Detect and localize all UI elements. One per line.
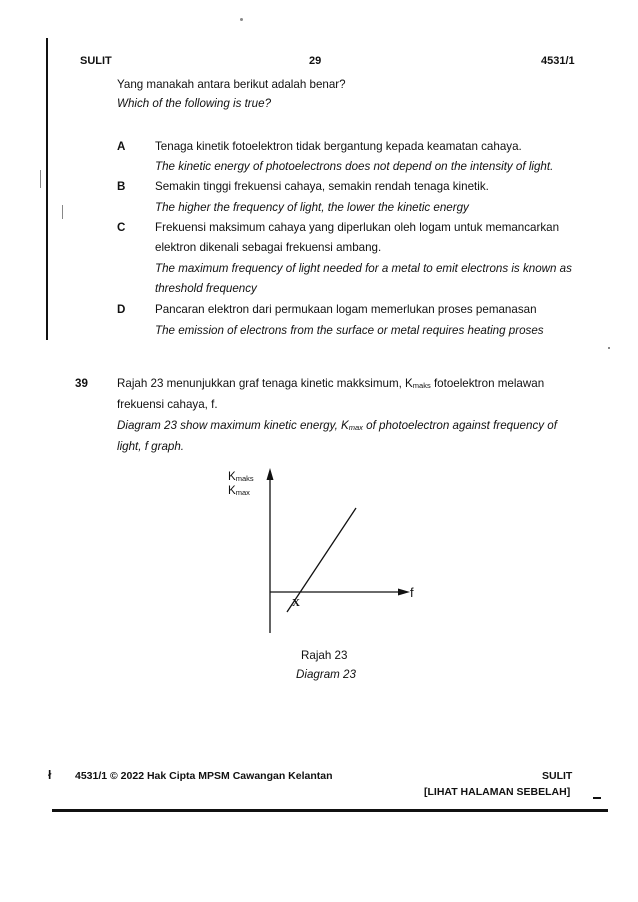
footer-rule [52,809,608,812]
option-c-english-1: The maximum frequency of light needed for a metal to emit electrons is known as [155,262,572,275]
x-axis-label: f [410,585,414,600]
option-d-malay: Pancaran elektron dari permukaan logam memerlukan proses pemanasan [155,303,537,316]
option-label-a: A [117,140,126,153]
option-c-malay-1: Frekuensi maksimum cahaya yang diperlukan oleh logam untuk memancarkan [155,221,560,234]
question-39-malay-line-1: Rajah 23 menunjukkan graf tenaga kinetic makksimum, $K_{maks}$ fotoelektron melawan [117,377,545,390]
option-b-malay: Semakin tinggi frekuensi cahaya, semakin rendah tenaga kinetik. [155,180,489,193]
y-axis-arrowhead [267,468,274,480]
y-axis-label-malay: $K_{maks}$ [228,470,254,483]
option-label-c: C [117,221,126,234]
footer-see-next-page: [LIHAT HALAMAN SEBELAH] [424,786,571,798]
intercept-label: X [292,597,300,609]
prompt-english: Which of the following is true? [117,97,272,110]
footer-sulit: SULIT [542,770,573,782]
prompt-malay: Yang manakah antara berikut adalah benar? [117,78,346,91]
footer-copyright: 4531/1 © 2022 Hak Cipta MPSM Cawangan Kelantan [75,770,333,782]
option-label-d: D [117,303,126,316]
option-label-b: B [117,180,126,193]
footer-mark: ł [48,768,52,782]
option-b-english: The higher the frequency of light, the lower the kinetic energy [155,201,469,214]
question-39-malay-line-2: frekuensi cahaya, f. [117,398,218,411]
header-left: SULIT [80,55,112,67]
x-axis-arrowhead [398,589,410,596]
option-d-english: The emission of electrons from the surface or metal requires heating proses [155,324,544,337]
diagram-caption-english: Diagram 23 [296,668,356,681]
y-axis-label-english: $K_{max}$ [228,484,250,497]
question-39-english-line-1: Diagram 23 show maximum kinetic energy, $K_{max}$ of photoelectron against frequency of [117,419,557,432]
option-c-malay-2: elektron dikenali sebagai frekuensi ambang. [155,241,382,254]
question-number: 39 [75,377,88,390]
header-page-number: 29 [309,55,322,67]
option-a-english: The kinetic energy of photoelectrons does not depend on the intensity of light. [155,160,554,173]
question-39-english-line-2: light, f graph. [117,440,185,453]
header-right: 4531/1 [541,55,575,67]
footer-dash [593,797,601,799]
option-a-malay: Tenaga kinetik fotoelektron tidak bergantung kepada keamatan cahaya. [155,140,522,153]
diagram-caption-malay: Rajah 23 [301,649,348,662]
option-c-english-2: threshold frequency [155,282,257,295]
